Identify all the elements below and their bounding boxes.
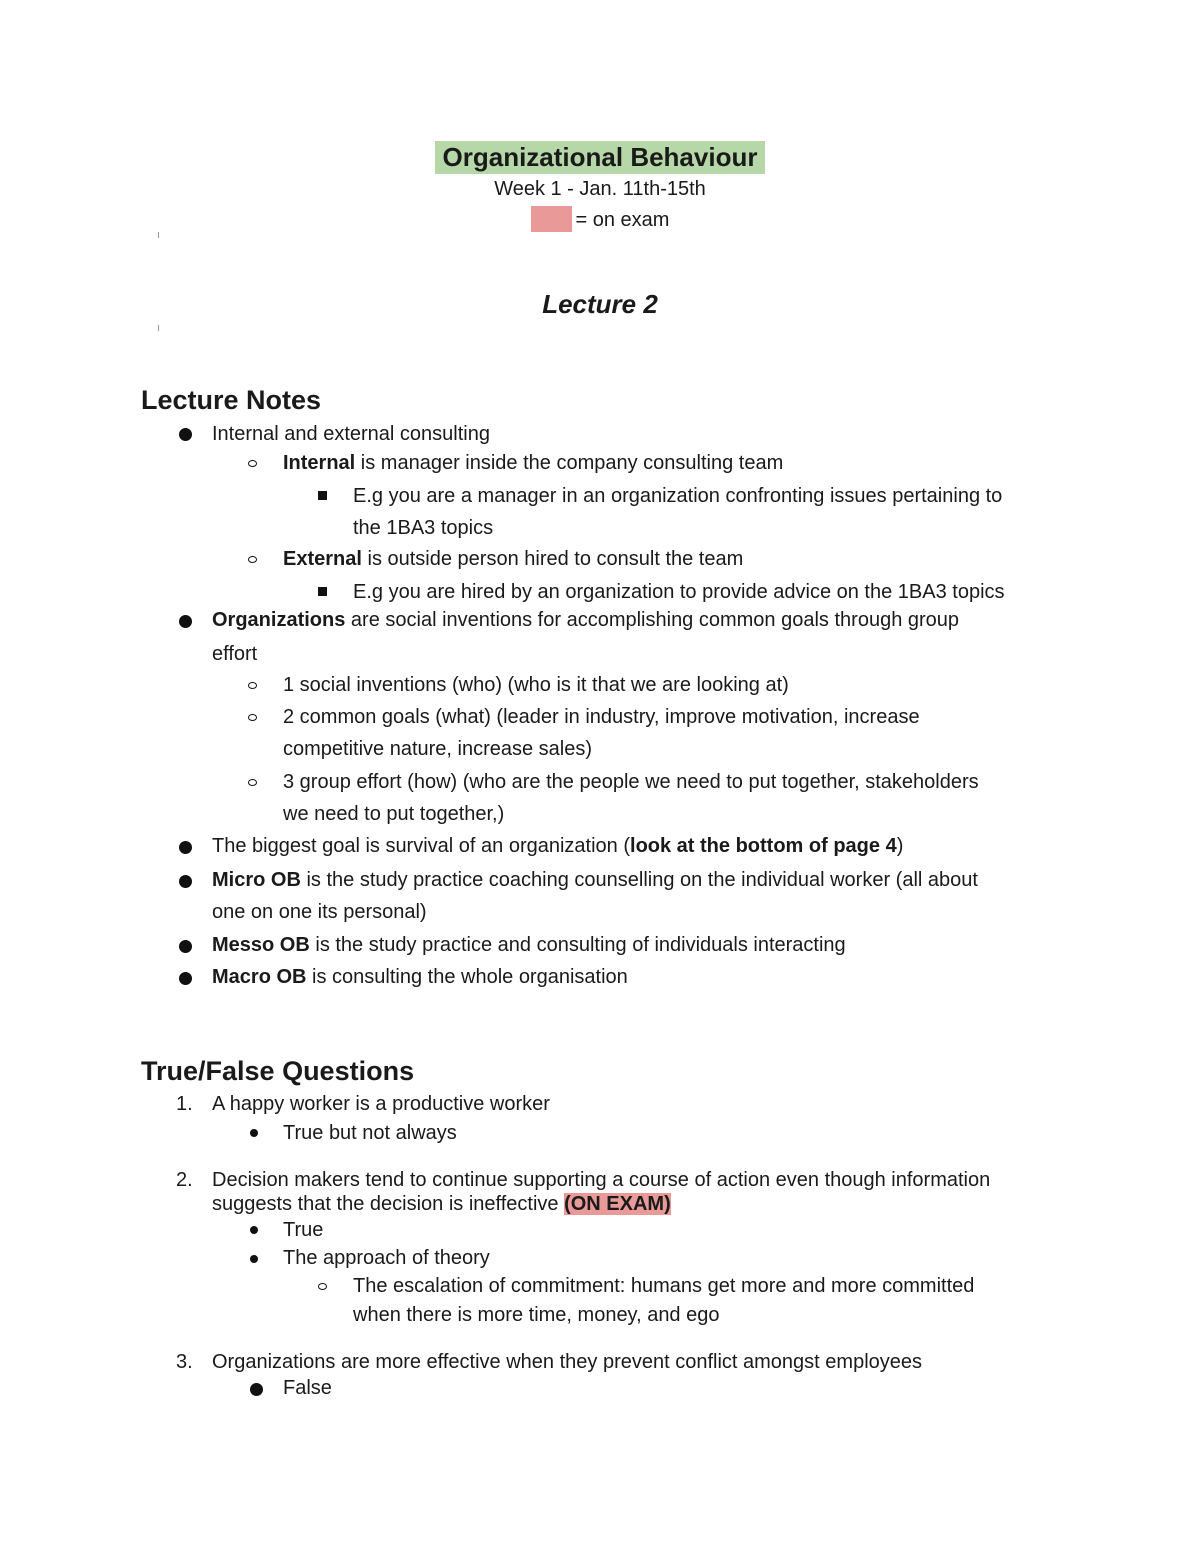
list-item: The biggest goal is survival of an organization (look at the bottom of page 4) [212,835,904,857]
list-item: 3 group effort (how) (who are the people we need to put together, stakeholders [283,771,979,793]
week-subtitle: Week 1 - Jan. 11th-15th [494,178,706,200]
circle-bullet-icon [248,714,257,721]
answer-item: False [283,1377,332,1399]
question-text-continuation: suggests that the decision is ineffective (ON EXAM) [212,1193,671,1215]
list-item: External is outside person hired to consult the team [283,548,744,570]
list-item: Internal and external consulting [212,423,490,445]
true-false-heading: True/False Questions [141,1056,415,1086]
circle-bullet-icon [248,682,257,689]
answer-subitem-continuation: when there is more time, money, and ego [353,1304,720,1326]
circle-bullet-icon [248,556,257,563]
title-row [0,141,1200,174]
bullet-icon [179,940,192,953]
list-item: Macro OB is consulting the whole organisation [212,966,628,988]
question-number: 1. [176,1093,193,1115]
list-item-continuation: the 1BA3 topics [353,517,494,539]
list-item: 2 common goals (what) (leader in industry, improve motivation, increase [283,706,920,728]
list-item: Organizations are social inventions for accomplishing common goals through group [212,609,960,631]
list-item-continuation: we need to put together,) [283,803,505,825]
circle-bullet-icon [318,1283,327,1290]
bullet-icon [179,972,192,985]
exam-legend [0,206,1200,232]
bullet-icon [250,1383,263,1396]
exam-color-swatch [531,206,572,232]
square-bullet-icon [318,491,327,500]
margin-mark [158,232,159,238]
document-title: Organizational Behaviour [435,141,766,174]
on-exam-highlight: (ON EXAM) [564,1193,671,1215]
lecture-title: Lecture 2 [542,289,658,319]
answer-item: True [283,1219,324,1241]
list-item-continuation: effort [212,643,258,665]
list-item-continuation: one on one its personal) [212,901,427,923]
list-item-continuation: competitive nature, increase sales) [283,738,593,760]
margin-mark [158,325,159,331]
question-text: A happy worker is a productive worker [212,1093,550,1115]
list-item: Micro OB is the study practice coaching counselling on the individual worker (all about [212,869,978,891]
bullet-icon [250,1129,258,1137]
question-number: 2. [176,1169,193,1191]
bullet-icon [179,875,192,888]
question-text: Organizations are more effective when they prevent conflict amongst employees [212,1351,922,1373]
bullet-icon [179,428,192,441]
circle-bullet-icon [248,779,257,786]
circle-bullet-icon [248,460,257,467]
answer-item: True but not always [283,1122,457,1144]
bullet-icon [179,615,192,628]
question-number: 3. [176,1351,193,1373]
list-item: Internal is manager inside the company consulting team [283,452,784,474]
bullet-icon [250,1226,258,1234]
square-bullet-icon [318,587,327,596]
question-text: Decision makers tend to continue supporting a course of action even though information [212,1169,991,1191]
list-item: E.g you are a manager in an organization confronting issues pertaining to [353,485,1003,507]
exam-legend-text: = on exam [575,209,670,231]
answer-subitem: The escalation of commitment: humans get more and more committed [353,1275,975,1297]
bullet-icon [179,841,192,854]
list-item: Messo OB is the study practice and consulting of individuals interacting [212,934,846,956]
list-item: 1 social inventions (who) (who is it that we are looking at) [283,674,789,696]
bullet-icon [250,1255,258,1263]
list-item: E.g you are hired by an organization to provide advice on the 1BA3 topics [353,581,1005,603]
lecture-notes-heading: Lecture Notes [141,385,322,415]
answer-item: The approach of theory [283,1247,490,1269]
